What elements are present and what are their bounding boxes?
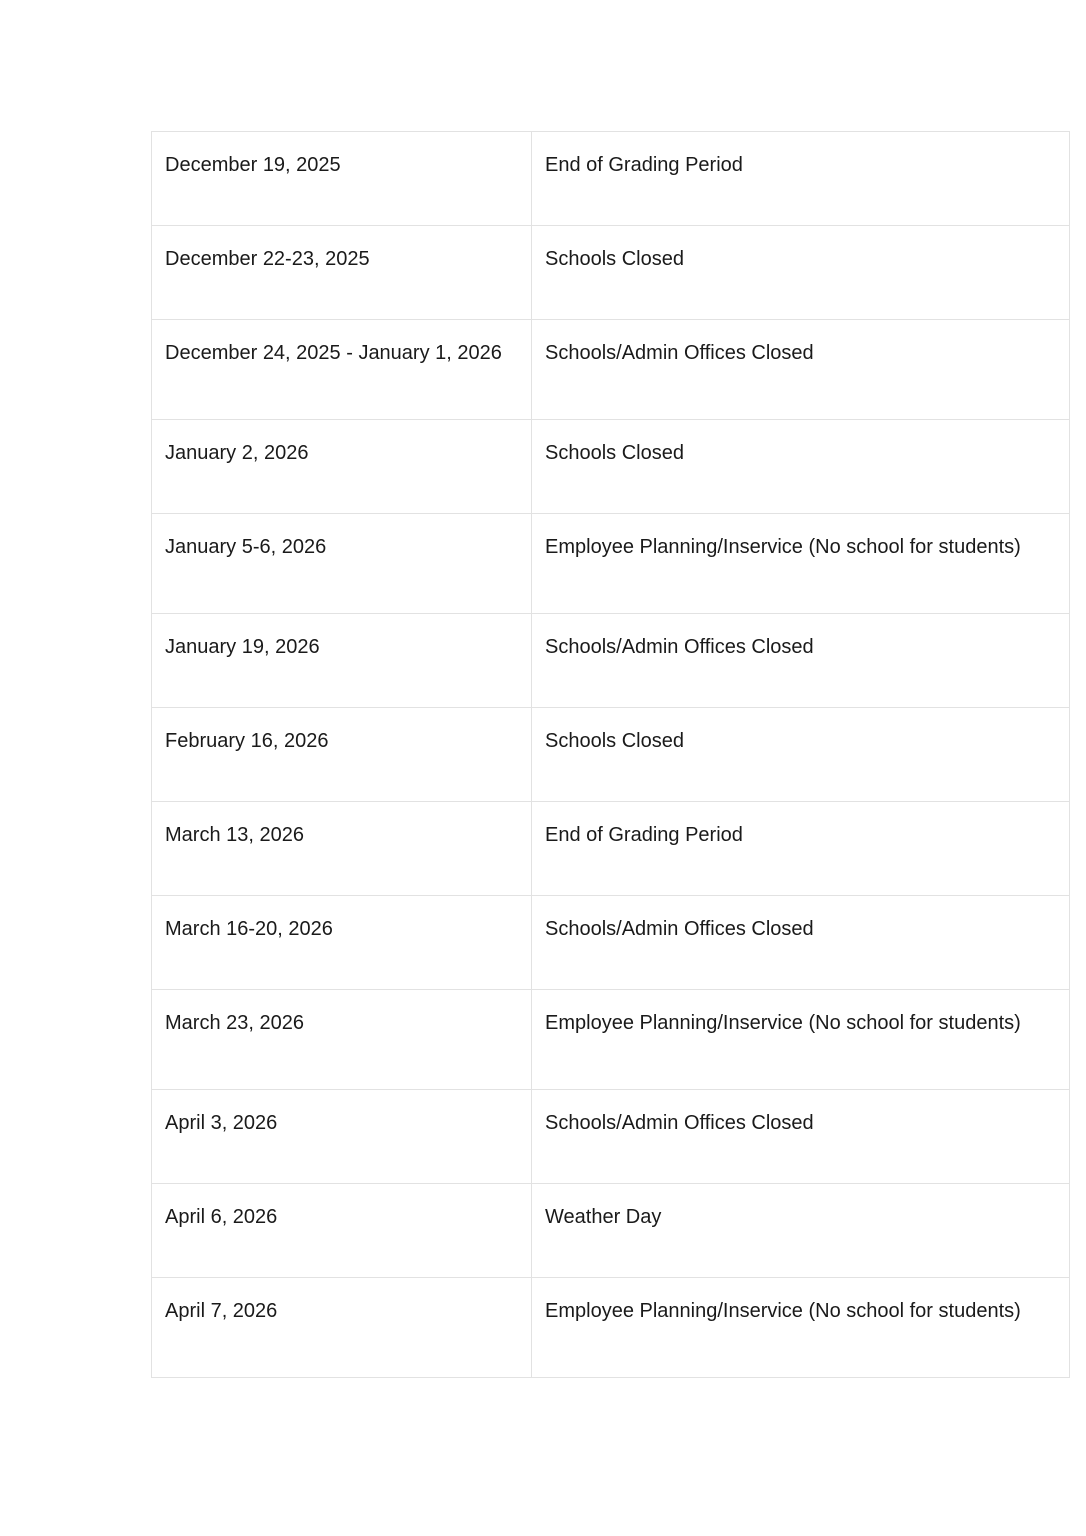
date-cell: December 19, 2025 [152, 132, 532, 226]
event-cell: Schools/Admin Offices Closed [532, 1090, 1070, 1184]
event-cell: Employee Planning/Inservice (No school for students) [532, 514, 1070, 614]
date-cell: March 13, 2026 [152, 802, 532, 896]
table-row [152, 1184, 1070, 1278]
table-row [152, 132, 1070, 226]
date-cell: December 22-23, 2025 [152, 226, 532, 320]
event-cell: Employee Planning/Inservice (No school for students) [532, 1278, 1070, 1378]
table-row [152, 320, 1070, 420]
table-row [152, 226, 1070, 320]
table-row [152, 1090, 1070, 1184]
table-row [152, 420, 1070, 514]
table-row [152, 990, 1070, 1090]
date-cell: April 6, 2026 [152, 1184, 532, 1278]
calendar-table [151, 131, 1070, 1378]
event-cell: Schools/Admin Offices Closed [532, 320, 1070, 420]
date-cell: March 23, 2026 [152, 990, 532, 1090]
table-row [152, 514, 1070, 614]
event-cell: Schools Closed [532, 420, 1070, 514]
table-row [152, 708, 1070, 802]
event-cell: Schools/Admin Offices Closed [532, 614, 1070, 708]
event-cell: End of Grading Period [532, 132, 1070, 226]
date-cell: February 16, 2026 [152, 708, 532, 802]
event-cell: Employee Planning/Inservice (No school for students) [532, 990, 1070, 1090]
event-cell: Schools Closed [532, 708, 1070, 802]
event-cell: End of Grading Period [532, 802, 1070, 896]
date-cell: April 3, 2026 [152, 1090, 532, 1184]
table-row [152, 802, 1070, 896]
date-cell: January 19, 2026 [152, 614, 532, 708]
date-cell: April 7, 2026 [152, 1278, 532, 1378]
event-cell: Weather Day [532, 1184, 1070, 1278]
table-row [152, 1278, 1070, 1378]
date-cell: December 24, 2025 - January 1, 2026 [152, 320, 532, 420]
date-cell: March 16-20, 2026 [152, 896, 532, 990]
table-row [152, 896, 1070, 990]
event-cell: Schools Closed [532, 226, 1070, 320]
date-cell: January 2, 2026 [152, 420, 532, 514]
event-cell: Schools/Admin Offices Closed [532, 896, 1070, 990]
table-row [152, 614, 1070, 708]
date-cell: January 5-6, 2026 [152, 514, 532, 614]
